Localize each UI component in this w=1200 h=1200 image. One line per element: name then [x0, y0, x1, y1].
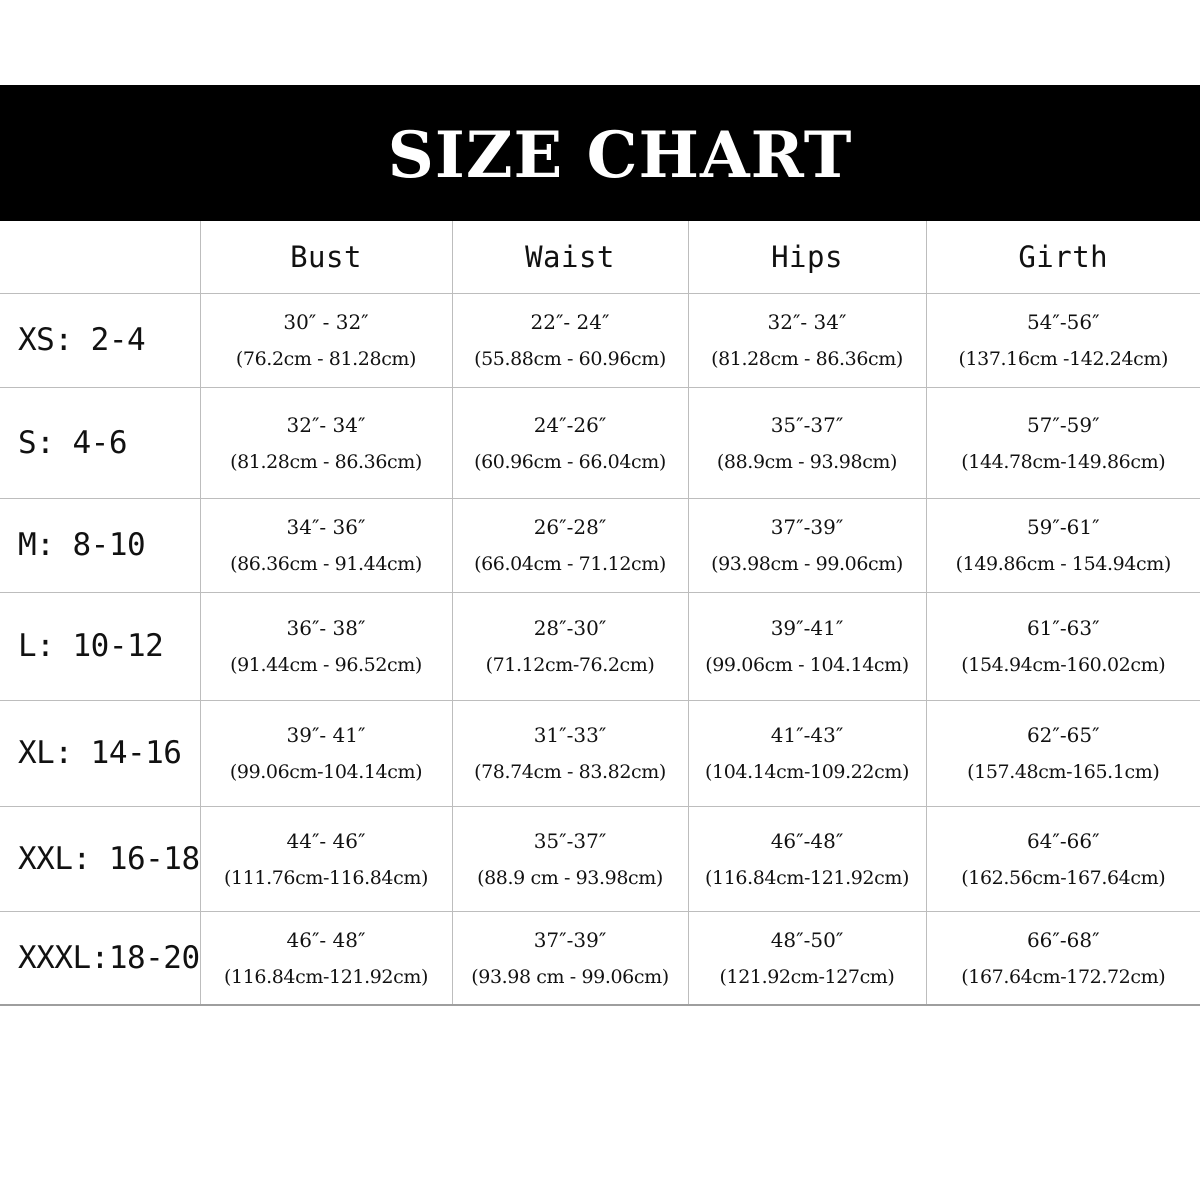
hips-cell: [688, 592, 926, 700]
size-label: XXL: 16-18: [0, 806, 200, 911]
inch-range: 64″-66″: [1026, 828, 1100, 853]
size-label: XL: 14-16: [0, 700, 200, 806]
cm-range: (99.06cm - 104.14cm): [705, 654, 909, 676]
bust-cell: [200, 592, 452, 700]
cm-range: (93.98 cm - 99.06cm): [471, 965, 669, 988]
girth-cell: [926, 498, 1200, 592]
table-row: [0, 592, 1200, 700]
table-row: [0, 911, 1200, 1005]
inch-range: 22″- 24″: [530, 310, 610, 334]
hips-cell: [688, 387, 926, 498]
cm-range: (86.36cm - 91.44cm): [230, 553, 422, 575]
size-label: L: 10-12: [0, 592, 200, 700]
girth-cell: [926, 293, 1200, 387]
girth-cell: [926, 806, 1200, 911]
bust-cell: [200, 293, 452, 387]
waist-cell: [452, 498, 688, 592]
column-header-waist: Waist: [452, 221, 688, 293]
cm-range: (154.94cm-160.02cm): [961, 654, 1166, 676]
cm-range: (121.92cm-127cm): [719, 965, 895, 988]
size-label: M: 8-10: [0, 498, 200, 592]
hips-cell: [688, 700, 926, 806]
cm-range: (111.76cm-116.84cm): [224, 866, 428, 889]
inch-range: 46″-48″: [770, 828, 844, 853]
inch-range: 46″- 48″: [286, 927, 366, 952]
title-banner: [0, 85, 1200, 221]
cm-range: (76.2cm - 81.28cm): [235, 348, 417, 370]
hips-cell: [688, 498, 926, 592]
inch-range: 44″- 46″: [286, 828, 366, 853]
waist-cell: [452, 806, 688, 911]
bust-cell: [200, 700, 452, 806]
cm-range: (66.04cm - 71.12cm): [474, 553, 666, 575]
size-label: XS: 2-4: [0, 293, 200, 387]
inch-range: 39″- 41″: [286, 723, 366, 747]
bust-cell: [200, 498, 452, 592]
cm-range: (91.44cm - 96.52cm): [230, 654, 422, 676]
inch-range: 28″-30″: [533, 616, 607, 640]
cm-range: (88.9 cm - 93.98cm): [477, 866, 663, 889]
inch-range: 35″-37″: [770, 412, 844, 437]
size-chart-table: [0, 221, 1200, 1006]
inch-range: 66″-68″: [1026, 927, 1100, 952]
cm-range: (104.14cm-109.22cm): [705, 761, 909, 783]
cm-range: (157.48cm-165.1cm): [967, 761, 1160, 783]
waist-cell: [452, 293, 688, 387]
waist-cell: [452, 387, 688, 498]
waist-cell: [452, 911, 688, 1005]
size-column-header: [0, 221, 200, 293]
cm-range: (162.56cm-167.64cm): [961, 866, 1166, 889]
hips-cell: [688, 911, 926, 1005]
inch-range: 48″-50″: [770, 927, 844, 952]
table-row: [0, 806, 1200, 911]
column-header-bust: Bust: [200, 221, 452, 293]
table-row: [0, 387, 1200, 498]
cm-range: (78.74cm - 83.82cm): [474, 761, 666, 783]
column-header-hips: Hips: [688, 221, 926, 293]
inch-range: 61″-63″: [1026, 616, 1100, 640]
table-row: [0, 700, 1200, 806]
inch-range: 32″- 34″: [286, 412, 366, 437]
girth-cell: [926, 700, 1200, 806]
inch-range: 59″-61″: [1026, 515, 1100, 539]
inch-range: 32″- 34″: [767, 310, 847, 334]
inch-range: 39″-41″: [770, 616, 844, 640]
hips-cell: [688, 293, 926, 387]
column-header-girth: Girth: [926, 221, 1200, 293]
bust-cell: [200, 387, 452, 498]
inch-range: 37″-39″: [770, 515, 844, 539]
waist-cell: [452, 592, 688, 700]
bust-cell: [200, 911, 452, 1005]
cm-range: (81.28cm - 86.36cm): [230, 450, 422, 473]
girth-cell: [926, 387, 1200, 498]
inch-range: 54″-56″: [1026, 310, 1100, 334]
inch-range: 26″-28″: [533, 515, 607, 539]
girth-cell: [926, 592, 1200, 700]
cm-range: (116.84cm-121.92cm): [705, 866, 909, 889]
cm-range: (81.28cm - 86.36cm): [711, 348, 903, 370]
cm-range: (93.98cm - 99.06cm): [711, 553, 903, 575]
inch-range: 57″-59″: [1026, 412, 1100, 437]
inch-range: 31″-33″: [533, 723, 607, 747]
inch-range: 24″-26″: [533, 412, 607, 437]
cm-range: (99.06cm-104.14cm): [229, 761, 423, 783]
hips-cell: [688, 806, 926, 911]
cm-range: (71.12cm-76.2cm): [485, 654, 655, 676]
cm-range: (167.64cm-172.72cm): [961, 965, 1166, 988]
size-label: S: 4-6: [0, 387, 200, 498]
cm-range: (149.86cm - 154.94cm): [955, 553, 1171, 575]
cm-range: (116.84cm-121.92cm): [224, 965, 428, 988]
cm-range: (60.96cm - 66.04cm): [474, 450, 666, 473]
cm-range: (137.16cm -142.24cm): [958, 348, 1169, 370]
cm-range: (88.9cm - 93.98cm): [716, 450, 898, 473]
cm-range: (144.78cm-149.86cm): [961, 450, 1166, 473]
bust-cell: [200, 806, 452, 911]
inch-range: 62″-65″: [1026, 723, 1100, 747]
girth-cell: [926, 911, 1200, 1005]
cm-range: (55.88cm - 60.96cm): [474, 348, 666, 370]
waist-cell: [452, 700, 688, 806]
header-row: [0, 221, 1200, 293]
table-row: [0, 293, 1200, 387]
inch-range: 37″-39″: [533, 927, 607, 952]
page-title: SIZE CHART: [387, 117, 853, 193]
inch-range: 36″- 38″: [286, 616, 366, 640]
size-label: XXXL:18-20: [0, 911, 200, 1005]
inch-range: 35″-37″: [533, 828, 607, 853]
table-row: [0, 498, 1200, 592]
inch-range: 41″-43″: [770, 723, 844, 747]
inch-range: 30″ - 32″: [283, 310, 369, 334]
inch-range: 34″- 36″: [286, 515, 366, 539]
